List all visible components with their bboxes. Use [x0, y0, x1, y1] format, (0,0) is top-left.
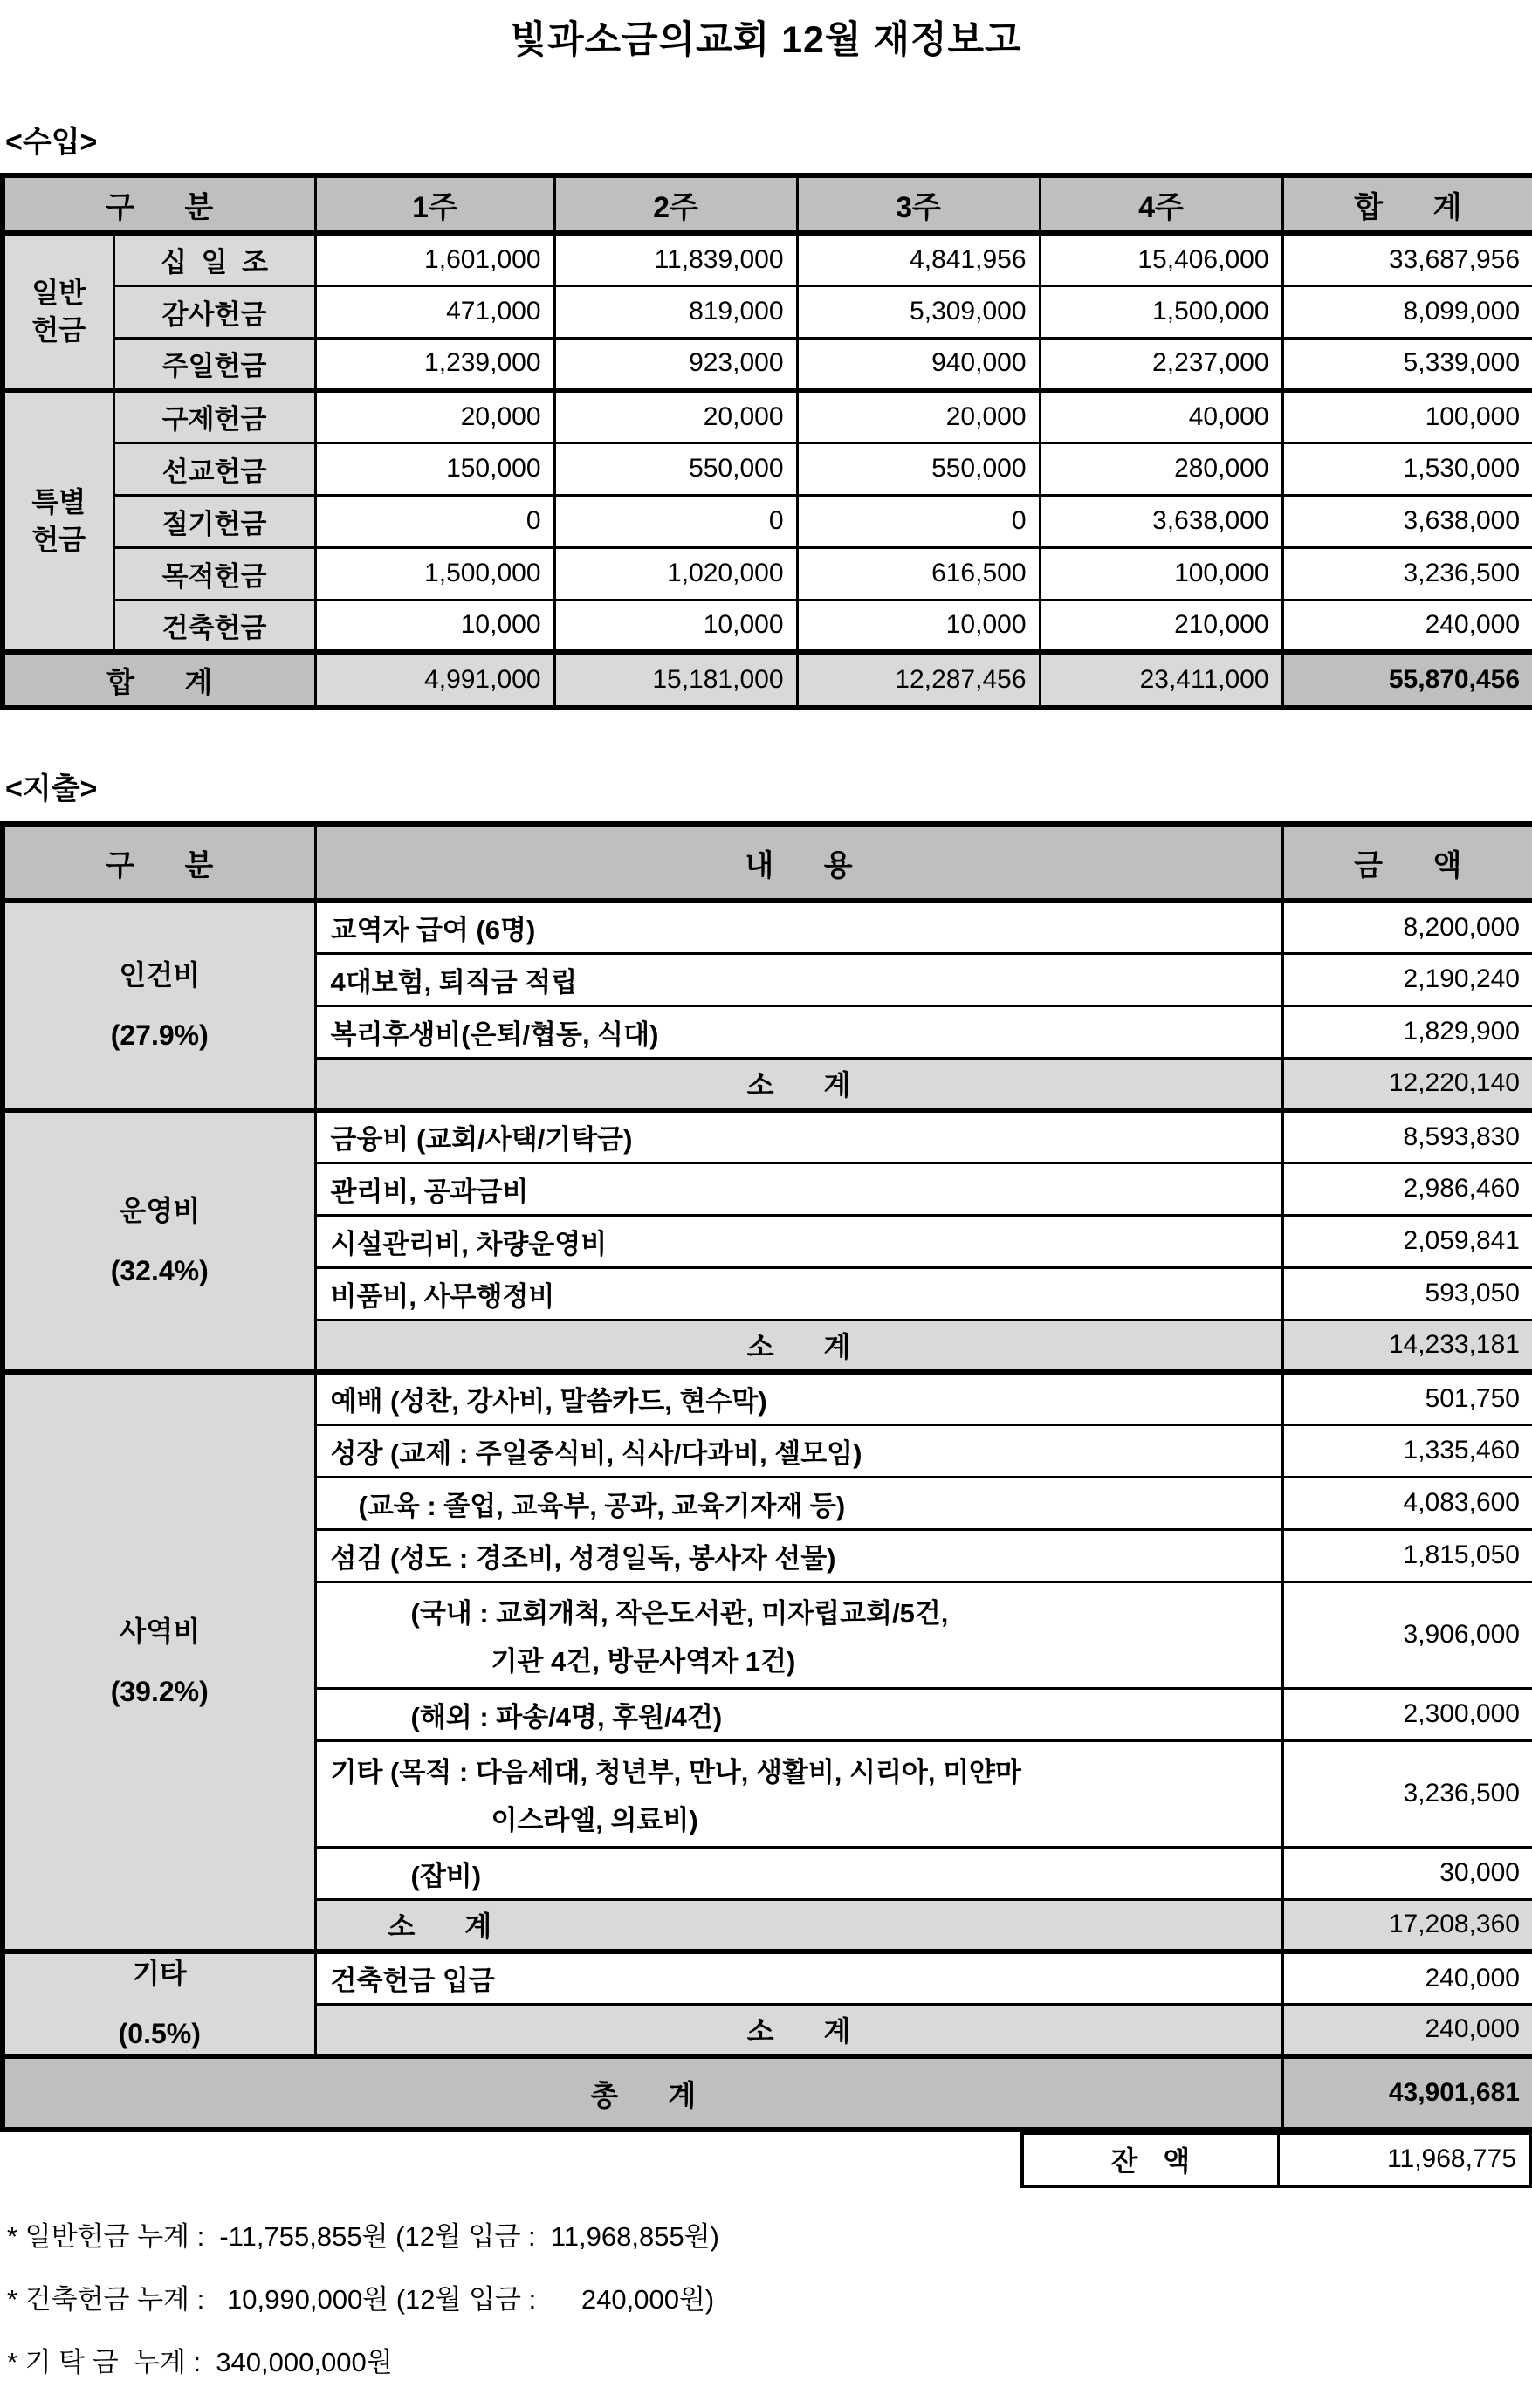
expense-content: 성장 (교제 : 주일중식비, 식사/다과비, 셀모임) — [315, 1424, 1282, 1477]
income-grand-total: 55,870,456 — [1282, 652, 1532, 708]
expense-group-percent: (39.2%) — [110, 1676, 209, 1707]
income-row — [3, 338, 1532, 390]
income-cell: 1,020,000 — [554, 547, 797, 600]
income-header-total: 합 계 — [1282, 175, 1532, 233]
expense-content: (해외 : 파송/4명, 후원/4건) — [315, 1688, 1282, 1740]
expense-amount: 2,190,240 — [1282, 953, 1532, 1005]
expense-content: (잡비) — [315, 1847, 1282, 1899]
income-cell: 0 — [315, 495, 554, 547]
income-cell: 5,309,000 — [797, 285, 1040, 338]
income-cell: 616,500 — [797, 547, 1040, 600]
income-row-label: 선교헌금 — [113, 442, 315, 495]
expense-group-personnel — [3, 901, 315, 1110]
expense-subtotal-amount: 12,220,140 — [1282, 1058, 1532, 1110]
income-cell: 1,239,000 — [315, 338, 554, 390]
expense-group-name: 사역비 — [119, 1615, 201, 1647]
expense-content: 섬김 (성도 : 경조비, 성경일독, 봉사자 선물) — [315, 1529, 1282, 1581]
expense-amount: 1,829,900 — [1282, 1005, 1532, 1058]
income-cell: 100,000 — [1040, 547, 1282, 600]
income-row-label: 건축헌금 — [113, 600, 315, 652]
income-cell: 550,000 — [554, 442, 797, 495]
income-cell: 150,000 — [315, 442, 554, 495]
report-title: 빛과소금의교회 12월 재정보고 — [510, 19, 1022, 61]
expense-header-row — [3, 824, 1532, 901]
expense-amount: 1,815,050 — [1282, 1529, 1532, 1581]
expense-subtotal-label: 소 계 — [315, 1320, 1282, 1372]
income-total-label: 합 계 — [3, 652, 315, 708]
expense-amount: 8,200,000 — [1282, 901, 1532, 953]
income-cell: 1,500,000 — [315, 547, 554, 600]
income-cell-total: 100,000 — [1282, 390, 1532, 442]
expense-content: 건축헌금 입금 — [315, 1952, 1282, 2004]
income-cell: 1,601,000 — [315, 233, 554, 285]
income-cell-total: 8,099,000 — [1282, 285, 1532, 338]
income-group-label-line: 헌금 — [31, 524, 86, 555]
income-cell: 819,000 — [554, 285, 797, 338]
expense-row — [3, 1952, 1532, 2004]
footnote-building-offering: * 건축헌금 누계 : 10,990,000원 (12월 입금 : 240,000원) — [7, 2283, 715, 2315]
income-cell-total: 33,687,956 — [1282, 233, 1532, 285]
expense-group-percent: (0.5%) — [118, 2018, 201, 2049]
income-cell-total: 240,000 — [1282, 600, 1532, 652]
income-cell: 10,000 — [315, 600, 554, 652]
income-header-category: 구 분 — [3, 175, 315, 233]
income-header-week2: 2주 — [554, 175, 797, 233]
footnotes — [7, 2206, 1532, 2394]
income-cell: 10,000 — [554, 600, 797, 652]
expense-group-percent: (32.4%) — [110, 1255, 209, 1286]
income-cell: 550,000 — [797, 442, 1040, 495]
income-cell: 4,841,956 — [797, 233, 1040, 285]
income-row — [3, 600, 1532, 652]
balance-label: 잔 액 — [1022, 2134, 1278, 2186]
income-cell: 1,500,000 — [1040, 285, 1282, 338]
income-cell: 15,406,000 — [1040, 233, 1282, 285]
income-cell-total: 5,339,000 — [1282, 338, 1532, 390]
expense-amount: 30,000 — [1282, 1847, 1532, 1899]
expense-group-operations — [3, 1110, 315, 1372]
expense-amount: 4,083,600 — [1282, 1477, 1532, 1529]
expense-grand-total-label: 총 계 — [3, 2056, 1282, 2130]
expense-table — [0, 821, 1532, 2132]
footnote-deposit: * 기 탁 금 누계 : 340,000,000원 — [7, 2346, 393, 2377]
income-total-cell: 4,991,000 — [315, 652, 554, 708]
income-cell: 210,000 — [1040, 600, 1282, 652]
expense-row — [3, 1372, 1532, 1424]
expense-grand-total-amount: 43,901,681 — [1282, 2056, 1532, 2130]
income-group-label-line: 일반 — [31, 276, 86, 308]
expense-header-amount: 금 액 — [1282, 824, 1532, 901]
expense-amount: 240,000 — [1282, 1952, 1532, 2004]
expense-group-other — [3, 1952, 315, 2056]
expense-subtotal-amount: 14,233,181 — [1282, 1320, 1532, 1372]
expense-group-name: 운영비 — [119, 1194, 201, 1226]
income-total-cell: 12,287,456 — [797, 652, 1040, 708]
income-row — [3, 285, 1532, 338]
expense-content: 복리후생비(은퇴/협동, 식대) — [315, 1005, 1282, 1058]
expense-header-content: 내 용 — [315, 824, 1282, 901]
expense-subtotal-amount: 17,208,360 — [1282, 1899, 1532, 1952]
income-header-week1: 1주 — [315, 175, 554, 233]
expense-content: 금융비 (교회/사택/기탁금) — [315, 1110, 1282, 1163]
expense-section-label: <지출> — [5, 772, 98, 806]
income-row-label: 십 일 조 — [113, 233, 315, 285]
income-cell: 20,000 — [797, 390, 1040, 442]
expense-content: 비품비, 사무행정비 — [315, 1267, 1282, 1320]
balance-row — [1022, 2134, 1530, 2186]
income-cell: 10,000 — [797, 600, 1040, 652]
income-row — [3, 390, 1532, 442]
income-cell: 20,000 — [315, 390, 554, 442]
expense-content: 예배 (성찬, 강사비, 말씀카드, 현수막) — [315, 1372, 1282, 1424]
income-cell: 923,000 — [554, 338, 797, 390]
income-group-label-line: 헌금 — [31, 314, 86, 346]
expense-group-name: 인건비 — [119, 958, 201, 991]
income-cell-total: 1,530,000 — [1282, 442, 1532, 495]
expense-amount: 3,906,000 — [1282, 1581, 1532, 1688]
income-header-week3: 3주 — [797, 175, 1040, 233]
expense-row — [3, 901, 1532, 953]
expense-amount: 8,593,830 — [1282, 1110, 1532, 1163]
income-cell-total: 3,236,500 — [1282, 547, 1532, 600]
income-row — [3, 495, 1532, 547]
expense-subtotal-amount: 240,000 — [1282, 2004, 1532, 2056]
income-group-label-line: 특별 — [31, 485, 86, 518]
expense-row — [3, 1110, 1532, 1163]
income-cell: 3,638,000 — [1040, 495, 1282, 547]
income-row-label: 감사헌금 — [113, 285, 315, 338]
footnote-general-offering: * 일반헌금 누계 : -11,755,855원 (12월 입금 : 11,968,855원) — [7, 2220, 719, 2252]
expense-content: 4대보험, 퇴직금 적립 — [315, 953, 1282, 1005]
income-cell: 2,237,000 — [1040, 338, 1282, 390]
income-group-general — [3, 233, 113, 390]
income-row-label: 구제헌금 — [113, 390, 315, 442]
income-header-row — [3, 175, 1532, 233]
income-cell: 40,000 — [1040, 390, 1282, 442]
expense-content: (교육 : 졸업, 교육부, 공과, 교육기자재 등) — [315, 1477, 1282, 1529]
income-row-label: 주일헌금 — [113, 338, 315, 390]
expense-grand-total-row — [3, 2056, 1532, 2130]
expense-subtotal-label: 소 계 — [315, 1058, 1282, 1110]
expense-subtotal-label: 소 계 — [315, 2004, 1282, 2056]
expense-amount: 593,050 — [1282, 1267, 1532, 1320]
expense-header-category: 구 분 — [3, 824, 315, 901]
expense-amount: 3,236,500 — [1282, 1740, 1532, 1847]
expense-content: 관리비, 공과금비 — [315, 1163, 1282, 1215]
expense-group-ministry — [3, 1372, 315, 1952]
expense-amount: 2,986,460 — [1282, 1163, 1532, 1215]
income-cell: 11,839,000 — [554, 233, 797, 285]
income-row — [3, 442, 1532, 495]
income-row — [3, 547, 1532, 600]
expense-content: (국내 : 교회개척, 작은도서관, 미자립교회/5건, 기관 4건, 방문사역자 1건) — [315, 1581, 1282, 1688]
income-row — [3, 233, 1532, 285]
income-row-label: 절기헌금 — [113, 495, 315, 547]
expense-amount: 2,300,000 — [1282, 1688, 1532, 1740]
income-cell: 0 — [554, 495, 797, 547]
income-cell: 280,000 — [1040, 442, 1282, 495]
income-cell-total: 3,638,000 — [1282, 495, 1532, 547]
income-cell: 20,000 — [554, 390, 797, 442]
income-header-week4: 4주 — [1040, 175, 1282, 233]
expense-group-percent: (27.9%) — [110, 1019, 209, 1051]
expense-amount: 1,335,460 — [1282, 1424, 1532, 1477]
income-row-label: 목적헌금 — [113, 547, 315, 600]
income-group-special — [3, 390, 113, 652]
expense-content: 기타 (목적 : 다음세대, 청년부, 만나, 생활비, 시리아, 미얀마 이스라엘, 의료비) — [315, 1740, 1282, 1847]
expense-group-name: 기타 — [132, 1957, 187, 1989]
balance-amount: 11,968,775 — [1278, 2134, 1530, 2186]
income-section-label: <수입> — [5, 126, 98, 159]
income-cell: 471,000 — [315, 285, 554, 338]
expense-amount: 501,750 — [1282, 1372, 1532, 1424]
expense-subtotal-label: 소 계 — [315, 1899, 1282, 1952]
income-total-cell: 15,181,000 — [554, 652, 797, 708]
income-cell: 940,000 — [797, 338, 1040, 390]
expense-content: 시설관리비, 차량운영비 — [315, 1215, 1282, 1267]
expense-amount: 2,059,841 — [1282, 1215, 1532, 1267]
income-total-cell: 23,411,000 — [1040, 652, 1282, 708]
balance-table — [1020, 2132, 1532, 2188]
income-cell: 0 — [797, 495, 1040, 547]
income-table — [0, 173, 1532, 710]
expense-content: 교역자 급여 (6명) — [315, 901, 1282, 953]
income-total-row — [3, 652, 1532, 708]
